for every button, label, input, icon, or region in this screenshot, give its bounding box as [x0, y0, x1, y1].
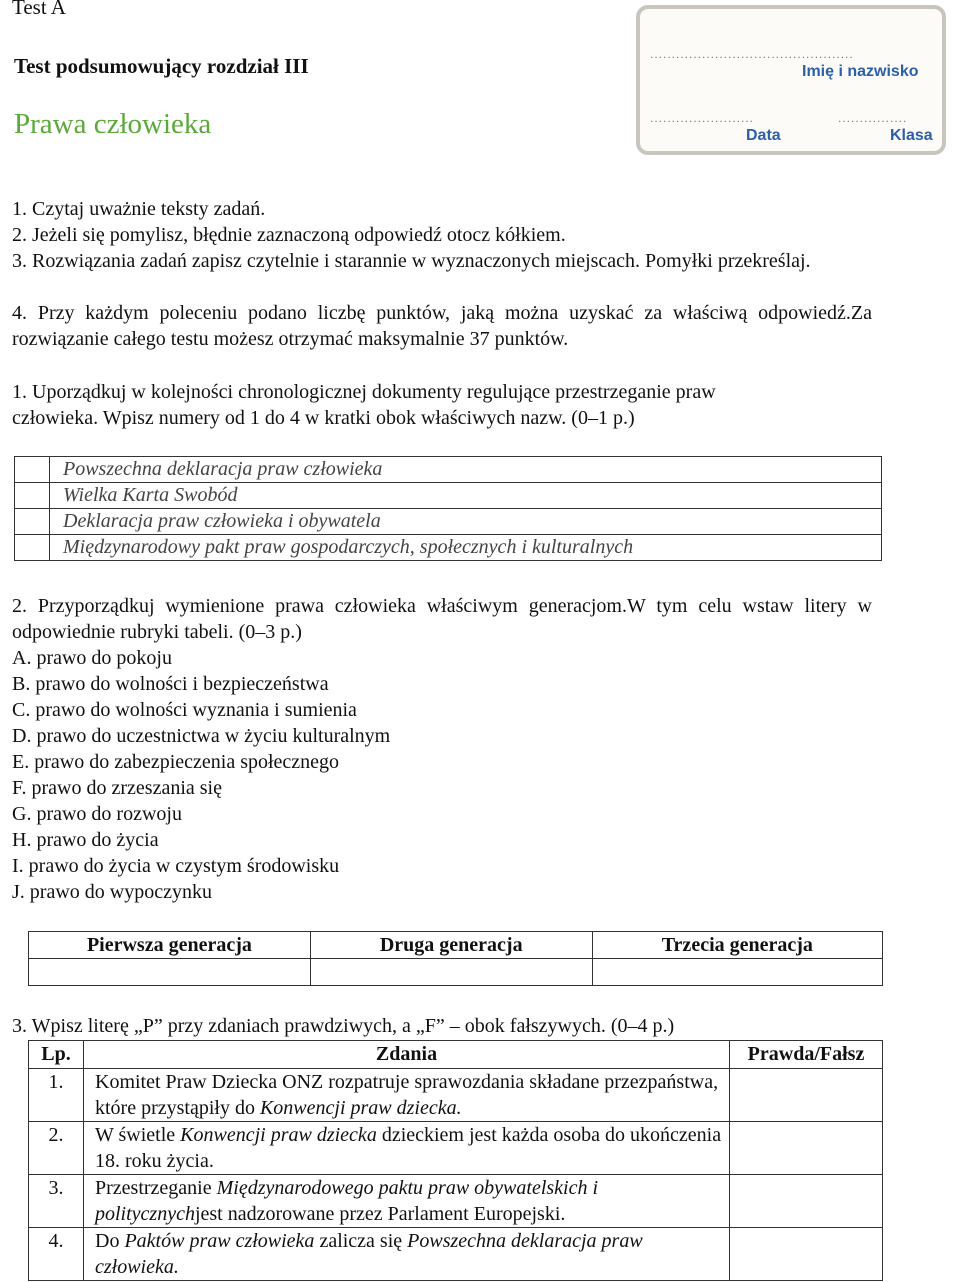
table-row — [29, 1228, 883, 1281]
right-item: D. prawo do uczestnictwa w życiu kulturalnym — [12, 725, 391, 747]
statement-text-italic: Paktów praw człowieka — [124, 1230, 315, 1252]
page-subtitle: Prawa człowieka — [14, 108, 212, 140]
answer-cell[interactable] — [29, 959, 311, 986]
document-name: Międzynarodowy pakt praw gospodarczych, społecznych i kulturalnych — [50, 535, 882, 561]
table-row — [29, 1069, 883, 1122]
answer-cell[interactable] — [730, 1228, 883, 1281]
row-number: 4. — [29, 1228, 84, 1281]
statement-text: W świetle — [95, 1124, 181, 1146]
task1-prompt-line2: człowieka. Wpisz numery od 1 do 4 w kratki obok właściwych nazw. (0–1 p.) — [12, 407, 635, 429]
row-number: 2. — [29, 1122, 84, 1175]
test-variant-label: Test A — [12, 0, 66, 19]
task2-prompt: 2. Przyporządkuj wymienione prawa człowieka właściwym generacjom.W tym celu wstaw litery w odpowiednie rubryki tabeli. (0–3 p.) — [12, 595, 872, 643]
instruction-2: 2. Jeżeli się pomylisz, błędnie zaznaczoną odpowiedź otocz kółkiem. — [12, 224, 566, 246]
document-name: Deklaracja praw człowieka i obywatela — [50, 509, 882, 535]
column-header: Lp. — [29, 1041, 84, 1069]
date-line[interactable]: ........................ — [650, 111, 755, 125]
generations-table — [28, 931, 883, 986]
statement — [84, 1175, 730, 1228]
statement-text: Do — [95, 1230, 125, 1252]
column-header: Druga generacja — [310, 932, 592, 959]
student-info-box — [636, 5, 946, 155]
statement-text-italic: Międzynarodowego paktu praw obywatelskich i politycznych — [95, 1177, 599, 1225]
statement-text: zalicza się — [314, 1230, 408, 1252]
document-name: Powszechna deklaracja praw człowieka — [50, 457, 882, 483]
statement-text-italic: Konwencji praw dziecka. — [259, 1097, 462, 1119]
right-item: C. prawo do wolności wyznania i sumienia — [12, 699, 357, 721]
instruction-3: 3. Rozwiązania zadań zapisz czytelnie i starannie w wyznaczonych miejscach. Pomyłki przekreślaj. — [12, 250, 811, 272]
table-header-row — [29, 932, 883, 959]
order-box[interactable] — [15, 535, 50, 561]
statement — [84, 1228, 730, 1281]
statement-text: jest nadzorowane przez Parlament Europejski. — [194, 1203, 566, 1225]
statement — [84, 1069, 730, 1122]
answer-cell[interactable] — [730, 1122, 883, 1175]
table-row — [15, 535, 882, 561]
right-item: J. prawo do wypoczynku — [12, 881, 212, 903]
column-header: Prawda/Fałsz — [730, 1041, 883, 1069]
task1-prompt-line1: 1. Uporządkuj w kolejności chronologicznej dokumenty regulujące przestrzeganie praw — [12, 381, 716, 403]
row-number: 1. — [29, 1069, 84, 1122]
order-box[interactable] — [15, 509, 50, 535]
order-box[interactable] — [15, 457, 50, 483]
table-row — [15, 457, 882, 483]
answer-cell[interactable] — [730, 1069, 883, 1122]
table-row — [15, 509, 882, 535]
document-name: Wielka Karta Swobód — [50, 483, 882, 509]
name-label: Imię i nazwisko — [802, 63, 919, 80]
task3-prompt: 3. Wpisz literę „P” przy zdaniach prawdziwych, a „F” – obok fałszywych. (0–4 p.) — [12, 1015, 675, 1037]
column-header: Pierwsza generacja — [29, 932, 311, 959]
order-box[interactable] — [15, 483, 50, 509]
right-item: F. prawo do zrzeszania się — [12, 777, 222, 799]
row-number: 3. — [29, 1175, 84, 1228]
statement-text: Przestrzeganie — [95, 1177, 217, 1199]
answer-cell[interactable] — [310, 959, 592, 986]
table-row — [29, 1122, 883, 1175]
name-line[interactable]: ............................................... — [650, 47, 854, 61]
instruction-1: 1. Czytaj uważnie teksty zadań. — [12, 198, 266, 220]
right-item: I. prawo do życia w czystym środowisku — [12, 855, 340, 877]
right-item: G. prawo do rozwoju — [12, 803, 182, 825]
table-row — [29, 959, 883, 986]
answer-cell[interactable] — [592, 959, 882, 986]
statement-text: dzieckiem jest każda osoba do ukończenia 18. roku życia. — [95, 1124, 722, 1172]
table-row — [15, 483, 882, 509]
date-label: Data — [746, 127, 781, 144]
class-line[interactable]: ................ — [838, 111, 908, 125]
right-item: H. prawo do życia — [12, 829, 159, 851]
answer-cell[interactable] — [730, 1175, 883, 1228]
task1-table — [14, 456, 882, 561]
class-label: Klasa — [890, 127, 933, 144]
right-item: E. prawo do zabezpieczenia społecznego — [12, 751, 340, 773]
statement — [84, 1122, 730, 1175]
right-item: B. prawo do wolności i bezpieczeństwa — [12, 673, 329, 695]
right-item: A. prawo do pokoju — [12, 647, 172, 669]
table-row — [29, 1175, 883, 1228]
instruction-4: 4. Przy każdym poleceniu podano liczbę punktów, jaką można uzyskać za właściwą odpowiedź.Za rozwiązanie całego testu możesz otrzymać maksymalnie 37 punktów. — [12, 302, 872, 350]
statement-text-italic: Konwencji praw dziecka — [180, 1124, 377, 1146]
column-header: Trzecia generacja — [592, 932, 882, 959]
page-title: Test podsumowujący rozdział III — [14, 54, 309, 78]
true-false-table — [28, 1040, 883, 1281]
statement-text: Komitet Praw Dziecka ONZ rozpatruje sprawozdania składane przezpaństwa, które przystąpiły do — [95, 1071, 719, 1119]
statement-text-italic: Powszechna deklaracja praw człowieka. — [95, 1230, 643, 1278]
table-header-row — [29, 1041, 883, 1069]
column-header: Zdania — [84, 1041, 730, 1069]
